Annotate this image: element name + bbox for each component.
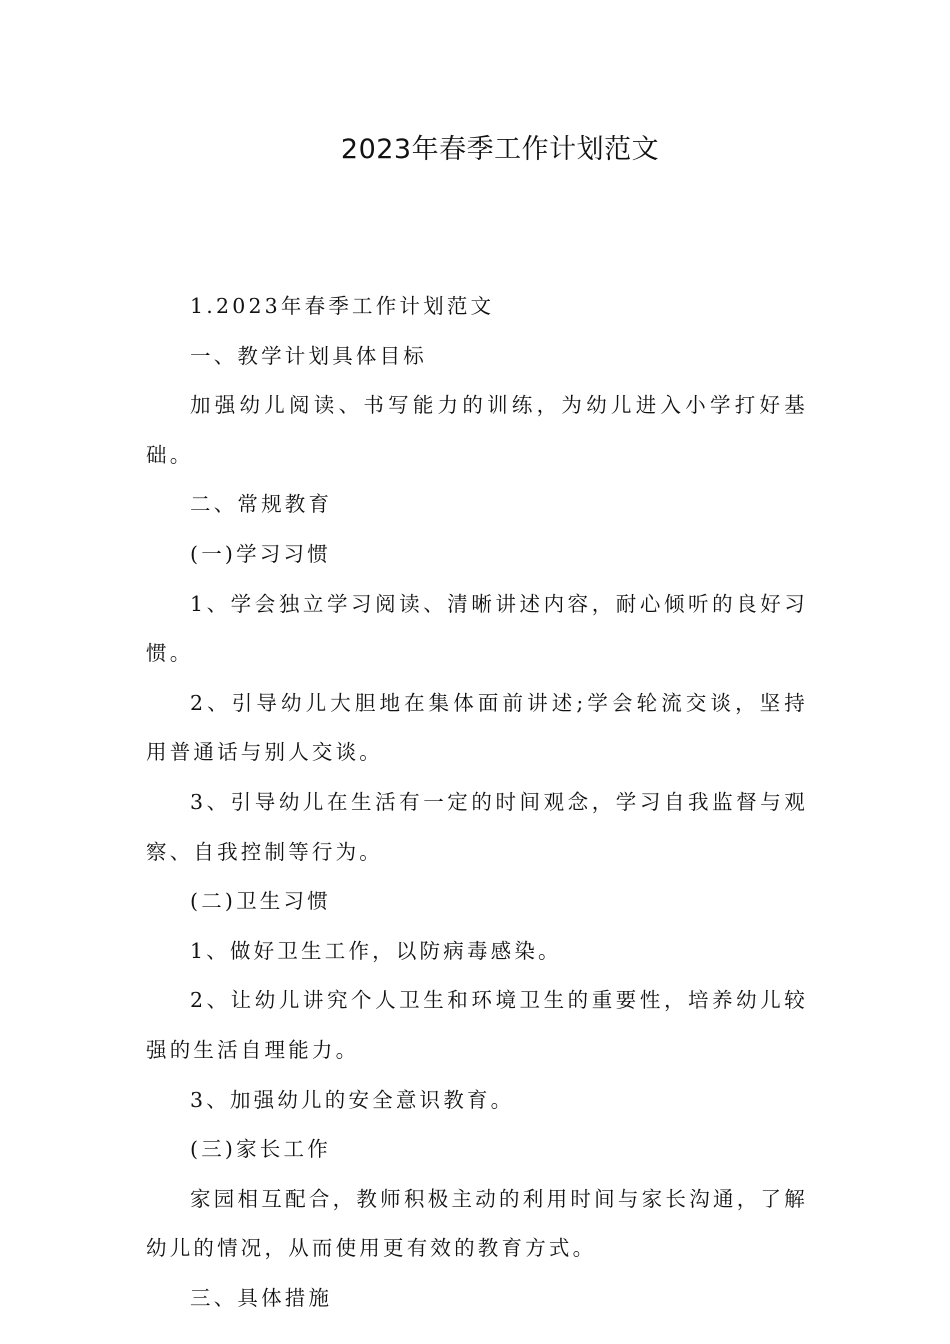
subheading-parent-work: (三)家长工作 [190,1137,331,1162]
document-body [146,282,808,1323]
heading-section-1: 一、教学计划具体目标 [190,343,427,368]
list-item: 1、学会独立学习阅读、清晰讲述内容，耐心倾听的良好习惯。 [146,591,808,666]
list-item: 2、让幼儿讲究个人卫生和环境卫生的重要性，培养幼儿较强的生活自理能力。 [146,988,808,1062]
heading-section-3: 三、具体措施 [190,1285,333,1310]
list-item: 1、做好卫生工作，以防病毒感染。 [190,938,562,963]
list-item: 3、引导幼儿在生活有一定的时间观念，学习自我监督与观察、自我控制等行为。 [146,789,808,864]
paragraph-subtitle: 1.2023年春季工作计划范文 [190,294,495,318]
paragraph: 加强幼儿阅读、书写能力的训练，为幼儿进入小学打好基础。 [146,393,808,467]
document-title: 2023年春季工作计划范文 [340,134,660,165]
subheading-study-habits: (一)学习习惯 [190,541,331,566]
list-item: 3、加强幼儿的安全意识教育。 [190,1087,515,1112]
list-item: 2、引导幼儿大胆地在集体面前讲述;学会轮流交谈，坚持用普通话与别人交谈。 [146,690,808,765]
subheading-hygiene-habits: (二)卫生习惯 [190,889,331,914]
paragraph: 家园相互配合，教师积极主动的利用时间与家长沟通，了解幼儿的情况，从而使用更有效的教育方式。 [146,1186,808,1261]
heading-section-2: 二、常规教育 [190,492,333,517]
